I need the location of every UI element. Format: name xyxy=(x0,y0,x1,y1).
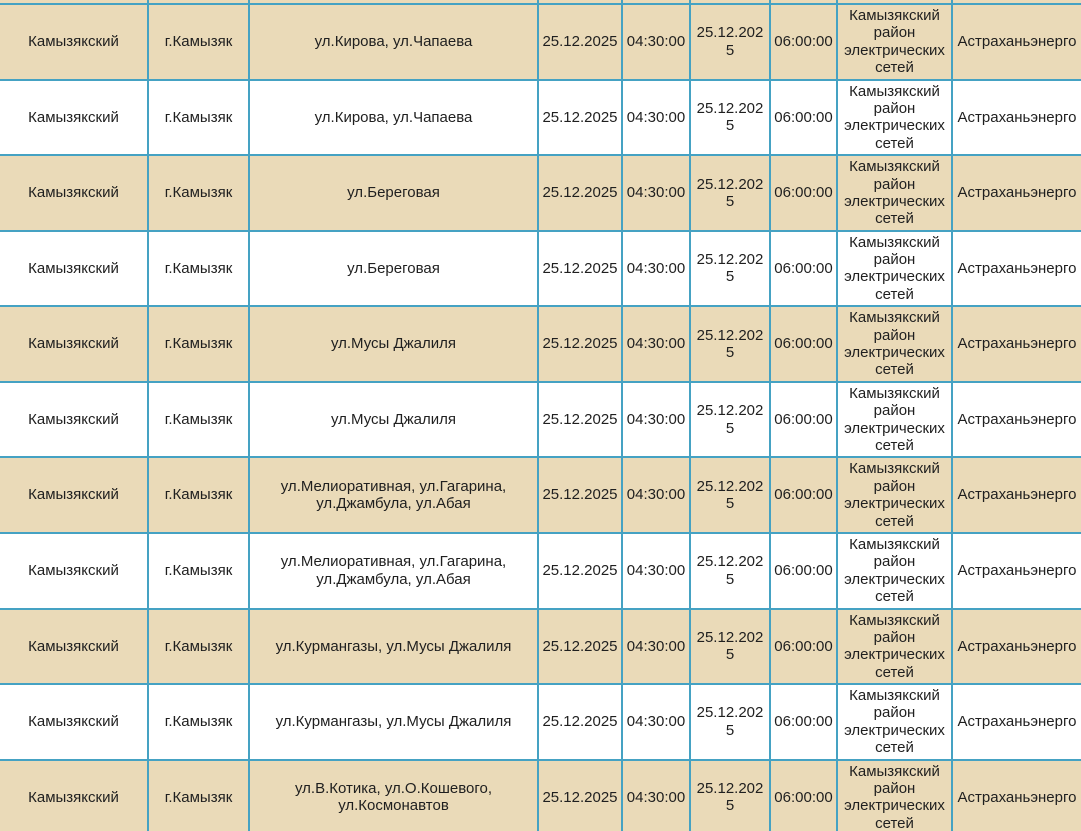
cell-end-date: 25.12.2025 xyxy=(690,609,770,685)
cell-start-date: 25.12.2025 xyxy=(538,684,622,760)
cell-start-time: 04:30:00 xyxy=(622,684,690,760)
cell-start-date: 25.12.2025 xyxy=(538,231,622,307)
cell-streets: ул.Мусы Джалиля xyxy=(249,382,538,458)
cell-settlement: г.Камызяк xyxy=(148,231,249,307)
cell-streets: ул.Курмангазы, ул.Мусы Джалиля xyxy=(249,609,538,685)
cell-start-time: 04:30:00 xyxy=(622,306,690,382)
cell-network-org: Камызякский район электрических сетей xyxy=(837,155,952,231)
cell-start-date: 25.12.2025 xyxy=(538,4,622,80)
cell-settlement: г.Камызяк xyxy=(148,80,249,156)
cell-start-date: 25.12.2025 xyxy=(538,609,622,685)
cell-end-time: 06:00:00 xyxy=(770,306,837,382)
cell-start-date: 25.12.2025 xyxy=(538,382,622,458)
cell-start-time: 04:30:00 xyxy=(622,609,690,685)
table-row xyxy=(0,533,1081,609)
cell-start-time: 04:30:00 xyxy=(622,533,690,609)
cell-network-org: Камызякский район электрических сетей xyxy=(837,684,952,760)
table-row xyxy=(0,231,1081,307)
cell-district: Камызякский xyxy=(0,684,148,760)
cell-network-org: Камызякский район электрических сетей xyxy=(837,457,952,533)
cell-start-date: 25.12.2025 xyxy=(538,533,622,609)
cell-district: Камызякский xyxy=(0,533,148,609)
table-row xyxy=(0,609,1081,685)
cell-streets: ул.Береговая xyxy=(249,231,538,307)
cell-network-org: Камызякский район электрических сетей xyxy=(837,231,952,307)
cell-power-company: Астраханьэнерго xyxy=(952,382,1081,458)
cell-end-date: 25.12.2025 xyxy=(690,382,770,458)
cell-district: Камызякский xyxy=(0,382,148,458)
cell-settlement: г.Камызяк xyxy=(148,684,249,760)
cell-end-date: 25.12.2025 xyxy=(690,4,770,80)
cell-settlement: г.Камызяк xyxy=(148,382,249,458)
table-row xyxy=(0,684,1081,760)
cell-end-date: 25.12.2025 xyxy=(690,231,770,307)
table-row xyxy=(0,80,1081,156)
cell-start-date: 25.12.2025 xyxy=(538,80,622,156)
cell-power-company: Астраханьэнерго xyxy=(952,4,1081,80)
cell-end-date: 25.12.2025 xyxy=(690,306,770,382)
cell-end-date: 25.12.2025 xyxy=(690,80,770,156)
cell-end-date: 25.12.2025 xyxy=(690,760,770,831)
cell-end-date: 25.12.2025 xyxy=(690,457,770,533)
cell-network-org: Камызякский район электрических сетей xyxy=(837,382,952,458)
cell-power-company: Астраханьэнерго xyxy=(952,457,1081,533)
cell-settlement: г.Камызяк xyxy=(148,609,249,685)
cell-end-time: 06:00:00 xyxy=(770,4,837,80)
cell-start-time: 04:30:00 xyxy=(622,382,690,458)
cell-start-date: 25.12.2025 xyxy=(538,760,622,831)
cell-settlement: г.Камызяк xyxy=(148,4,249,80)
cell-end-time: 06:00:00 xyxy=(770,609,837,685)
table-row xyxy=(0,155,1081,231)
cell-end-time: 06:00:00 xyxy=(770,533,837,609)
cell-district: Камызякский xyxy=(0,80,148,156)
cell-end-time: 06:00:00 xyxy=(770,80,837,156)
table-row xyxy=(0,4,1081,80)
cell-start-date: 25.12.2025 xyxy=(538,457,622,533)
cell-start-time: 04:30:00 xyxy=(622,457,690,533)
table-row xyxy=(0,382,1081,458)
cell-end-time: 06:00:00 xyxy=(770,457,837,533)
cell-end-date: 25.12.2025 xyxy=(690,533,770,609)
cell-streets: ул.Кирова, ул.Чапаева xyxy=(249,80,538,156)
table-row xyxy=(0,306,1081,382)
cell-power-company: Астраханьэнерго xyxy=(952,684,1081,760)
cell-end-date: 25.12.2025 xyxy=(690,155,770,231)
cell-power-company: Астраханьэнерго xyxy=(952,533,1081,609)
cell-power-company: Астраханьэнерго xyxy=(952,80,1081,156)
cell-start-date: 25.12.2025 xyxy=(538,155,622,231)
cell-district: Камызякский xyxy=(0,231,148,307)
cell-network-org: Камызякский район электрических сетей xyxy=(837,533,952,609)
cell-start-date: 25.12.2025 xyxy=(538,306,622,382)
cell-network-org: Камызякский район электрических сетей xyxy=(837,80,952,156)
cell-power-company: Астраханьэнерго xyxy=(952,609,1081,685)
cell-streets: ул.Мелиоративная, ул.Гагарина, ул.Джамбула, ул.Абая xyxy=(249,457,538,533)
cell-streets: ул.Береговая xyxy=(249,155,538,231)
cell-power-company: Астраханьэнерго xyxy=(952,760,1081,831)
table-row xyxy=(0,760,1081,831)
cell-district: Камызякский xyxy=(0,306,148,382)
cell-settlement: г.Камызяк xyxy=(148,533,249,609)
cell-settlement: г.Камызяк xyxy=(148,457,249,533)
cell-end-time: 06:00:00 xyxy=(770,155,837,231)
cell-network-org: Камызякский район электрических сетей xyxy=(837,760,952,831)
cell-streets: ул.Кирова, ул.Чапаева xyxy=(249,4,538,80)
cell-end-time: 06:00:00 xyxy=(770,231,837,307)
cell-district: Камызякский xyxy=(0,4,148,80)
cell-district: Камызякский xyxy=(0,155,148,231)
cell-settlement: г.Камызяк xyxy=(148,306,249,382)
cell-settlement: г.Камызяк xyxy=(148,155,249,231)
cell-district: Камызякский xyxy=(0,760,148,831)
cell-streets: ул.Курмангазы, ул.Мусы Джалиля xyxy=(249,684,538,760)
cell-end-time: 06:00:00 xyxy=(770,382,837,458)
cell-start-time: 04:30:00 xyxy=(622,155,690,231)
cell-power-company: Астраханьэнерго xyxy=(952,306,1081,382)
cell-district: Камызякский xyxy=(0,609,148,685)
cell-settlement: г.Камызяк xyxy=(148,760,249,831)
cell-start-time: 04:30:00 xyxy=(622,760,690,831)
cell-end-time: 06:00:00 xyxy=(770,760,837,831)
cell-start-time: 04:30:00 xyxy=(622,231,690,307)
table-row xyxy=(0,457,1081,533)
cell-network-org: Камызякский район электрических сетей xyxy=(837,306,952,382)
cell-end-date: 25.12.2025 xyxy=(690,684,770,760)
cell-start-time: 04:30:00 xyxy=(622,4,690,80)
cell-network-org: Камызякский район электрических сетей xyxy=(837,4,952,80)
cell-end-time: 06:00:00 xyxy=(770,684,837,760)
cell-power-company: Астраханьэнерго xyxy=(952,231,1081,307)
cell-streets: ул.Мелиоративная, ул.Гагарина, ул.Джамбула, ул.Абая xyxy=(249,533,538,609)
cell-network-org: Камызякский район электрических сетей xyxy=(837,609,952,685)
cell-power-company: Астраханьэнерго xyxy=(952,155,1081,231)
cell-start-time: 04:30:00 xyxy=(622,80,690,156)
cell-streets: ул.В.Котика, ул.О.Кошевого, ул.Космонавтов xyxy=(249,760,538,831)
cell-streets: ул.Мусы Джалиля xyxy=(249,306,538,382)
cell-district: Камызякский xyxy=(0,457,148,533)
